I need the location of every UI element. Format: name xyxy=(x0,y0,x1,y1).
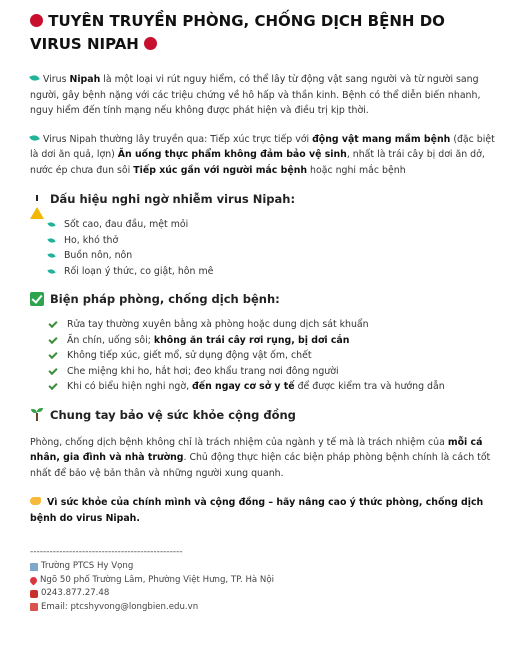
leaf-icon xyxy=(47,237,55,244)
mail-icon xyxy=(30,603,38,611)
leaf-icon xyxy=(29,74,40,83)
list-item: Sốt cao, đau đầu, mệt mỏi xyxy=(48,217,501,233)
leaf-icon xyxy=(29,133,40,142)
symptoms-list xyxy=(30,217,501,279)
intro-paragraph-2: Virus Nipah thường lây truyền qua: Tiếp xúc trực tiếp với động vật mang mầm bệnh (đặc biệt là dơi ăn quả, lợn) Ăn uống thực phẩm không đảm bảo vệ sinh, nhất là trái cây bị dơi ăn dở, nước ép chưa đun sôi Tiếp xúc gần với người mắc bệnh hoặc nghi mắc bệnh xyxy=(30,133,495,176)
phone-icon xyxy=(30,590,38,598)
pointing-hand-icon xyxy=(30,497,41,505)
sprout-icon xyxy=(30,408,44,422)
community-heading: Chung tay bảo vệ sức khỏe cộng đồng xyxy=(30,407,501,423)
separator-line: ----------------------------------------------- xyxy=(30,547,183,557)
list-item: Ho, khó thở xyxy=(48,233,501,249)
list-item: Che miệng khi ho, hắt hơi; đeo khẩu trang nơi đông người xyxy=(48,364,501,380)
prevention-heading: Biện pháp phòng, chống dịch bệnh: xyxy=(30,291,501,307)
leaf-icon xyxy=(47,221,55,228)
list-item: Ăn chín, uống sôi; không ăn trái cây rơi rụng, bị dơi cắn xyxy=(48,333,501,349)
list-item: Rửa tay thường xuyên bằng xà phòng hoặc dung dịch sát khuẩn xyxy=(48,317,501,333)
leaf-icon xyxy=(47,268,55,275)
check-icon xyxy=(48,366,57,375)
check-icon xyxy=(48,319,57,328)
warning-icon xyxy=(30,192,44,206)
leaf-icon xyxy=(47,252,55,259)
check-icon xyxy=(48,350,57,359)
check-icon xyxy=(48,335,57,344)
red-circle-icon xyxy=(144,37,157,50)
contact-email: Email: ptcshyvong@longbien.edu.vn xyxy=(30,601,501,615)
intro-paragraph-1: Virus Nipah là một loại vi rút nguy hiểm, có thể lây từ động vật sang người và từ người sang người, gây bệnh nặng với các triệu chứng về hô hấp và thần kinh. Bệnh có thể diễn biến nhanh, nguy hiểm đến tính mạng nếu không được phát hiện và điều trị kịp thời. xyxy=(30,74,481,116)
prevention-list xyxy=(30,317,501,395)
check-icon xyxy=(48,381,57,390)
contact-address: Ngõ 50 phố Trường Lâm, Phường Việt Hưng, TP. Hà Nội xyxy=(30,574,501,588)
page-title xyxy=(30,10,501,56)
list-item: Không tiếp xúc, giết mổ, sử dụng động vật ốm, chết xyxy=(48,348,501,364)
community-paragraph: Phòng, chống dịch bệnh không chỉ là trách nhiệm của ngành y tế mà là trách nhiệm của mỗi cá nhân, gia đình và nhà trường. Chủ động thực hiện các biện pháp phòng bệnh chính là cách tốt nhất để bảo vệ bản thân và những người xung quanh. xyxy=(30,436,491,479)
contact-phone: 0243.877.27.48 xyxy=(30,587,501,601)
red-circle-icon xyxy=(30,14,43,27)
check-box-icon xyxy=(30,292,44,306)
title-text: TUYÊN TRUYỀN PHÒNG, CHỐNG DỊCH BỆNH DO VIRUS NIPAH xyxy=(30,12,445,53)
symptoms-heading: Dấu hiệu nghi ngờ nhiễm virus Nipah: xyxy=(30,191,501,207)
school-icon xyxy=(30,563,38,571)
slogan: Vì sức khỏe của chính mình và cộng đồng – hãy nâng cao ý thức phòng, chống dịch bệnh do virus Nipah. xyxy=(30,497,484,524)
list-item: Khi có biểu hiện nghi ngờ, đến ngay cơ sở y tế để được kiểm tra và hướng dẫn xyxy=(48,379,501,395)
list-item: Buồn nôn, nôn xyxy=(48,248,501,264)
contact-school: Trường PTCS Hy Vọng xyxy=(30,560,501,574)
list-item: Rối loạn ý thức, co giật, hôn mê xyxy=(48,264,501,280)
location-pin-icon xyxy=(29,575,39,585)
